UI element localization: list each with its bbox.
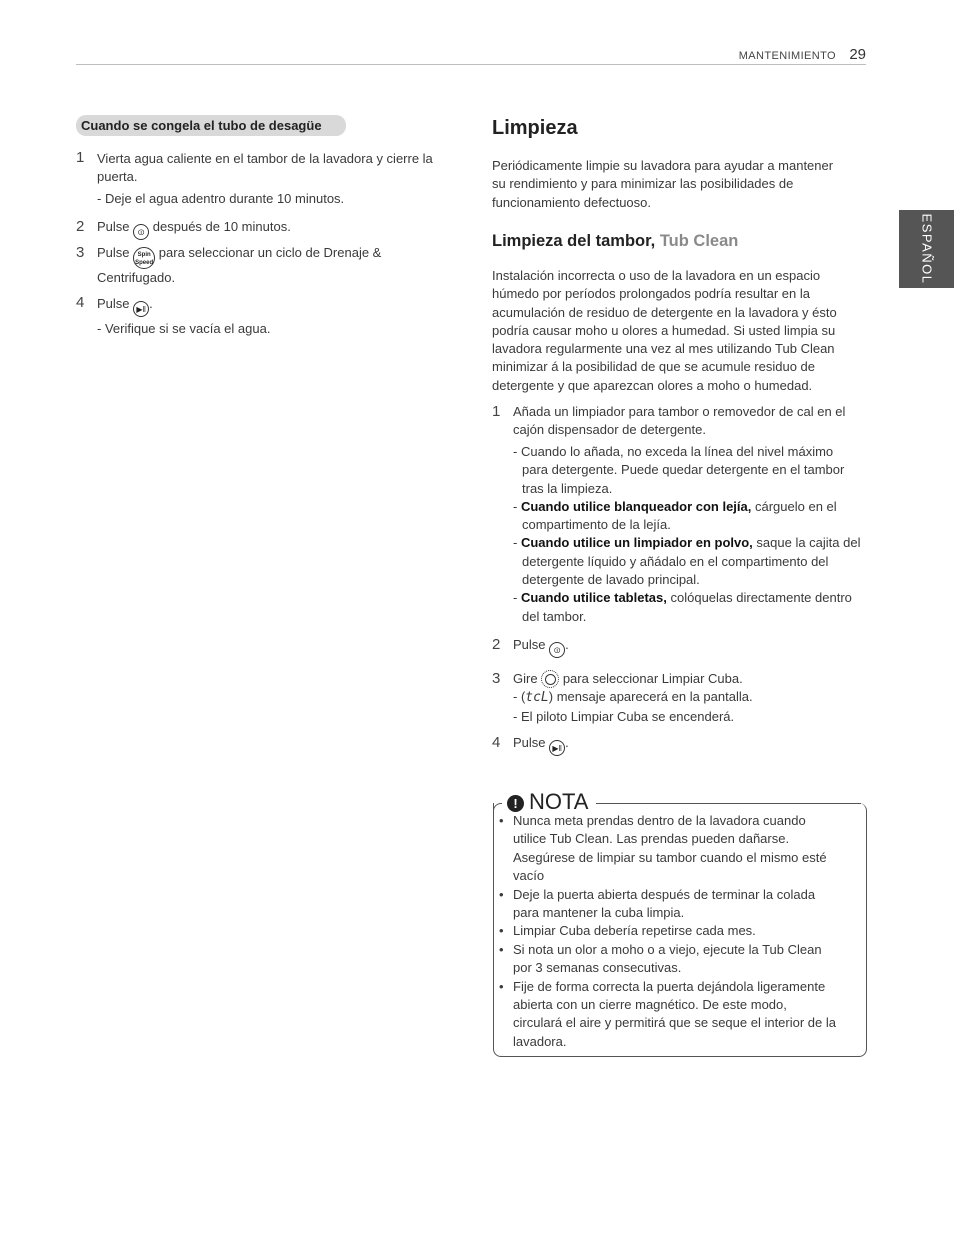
line: acumulación de residuo de detergente en la lavadora y ésto xyxy=(492,304,837,320)
period: . xyxy=(149,296,153,311)
tub-step-2 xyxy=(513,636,569,658)
pulse-label: Pulse xyxy=(513,735,546,750)
spin-speed-icon: Spin Speed xyxy=(133,247,155,269)
line: lavadora regularmente una vez al mes utilizando Tub Clean xyxy=(492,341,835,357)
line: podría causar moho u olores a humedad. Si usted limpia su xyxy=(492,322,836,338)
pulse-label: Pulse xyxy=(97,245,130,260)
line: húmedo por períodos prolongados podría resultar en la xyxy=(492,286,810,302)
line: circulará el aire y permitirá que se seque el interior de la xyxy=(513,1015,836,1031)
step-1-text xyxy=(97,150,433,208)
line: por 3 semanas consecutivas. xyxy=(513,960,682,976)
line: utilice Tub Clean. Las prendas pueden dañarse. xyxy=(513,831,790,847)
step-2-text xyxy=(97,218,291,240)
line: Asegúrese de limpiar su tambor cuando el mismo esté xyxy=(513,849,827,865)
line: • Limpiar Cuba debería repetirse cada mes. xyxy=(513,923,756,939)
page-header xyxy=(76,46,866,65)
gire-label: Gire xyxy=(513,671,538,686)
line: detergente y que aparezcan olores a moho o humedad. xyxy=(492,377,813,393)
line: lavadora. xyxy=(513,1033,567,1049)
note-item xyxy=(499,978,857,1052)
step-number: 3 xyxy=(76,244,85,261)
start-pause-icon: ▶‖ xyxy=(133,301,149,317)
step-number: 2 xyxy=(492,636,501,653)
step-4-text xyxy=(97,295,270,338)
line: Centrifugado. xyxy=(97,270,176,285)
subtitle-main: Limpieza del tambor, xyxy=(492,232,656,250)
note-item xyxy=(499,941,857,978)
step-number: 3 xyxy=(492,670,501,687)
note-item xyxy=(499,886,857,923)
line: puerta. xyxy=(97,169,138,184)
section-title: MANTENIMIENTO xyxy=(738,50,836,62)
power-icon: ⏼ xyxy=(549,642,565,658)
line: cárguelo en el xyxy=(751,498,837,514)
dash: - xyxy=(513,498,521,514)
line: cajón dispensador de detergente. xyxy=(513,422,706,438)
start-pause-icon: ▶‖ xyxy=(549,740,565,756)
line: • Fije de forma correcta la puerta dejándola ligeramente xyxy=(513,978,826,994)
line: detergente líquido y añádalo en el compartimento del xyxy=(522,553,829,569)
bold-label: Cuando utilice tabletas, xyxy=(520,590,667,606)
program-dial-icon xyxy=(541,670,559,688)
note-item xyxy=(499,922,857,940)
note-box-top-border xyxy=(596,803,861,804)
line: minimizar á la posibilidad de que se acumule residuo de xyxy=(492,359,816,375)
step-number: 2 xyxy=(76,218,85,235)
step-3-rest: para seleccionar Limpiar Cuba. xyxy=(562,671,743,686)
note-item xyxy=(499,812,857,886)
line: • Deje la puerta abierta después de terminar la colada xyxy=(513,886,816,902)
pulse-label: Pulse xyxy=(97,219,130,234)
step-number: 1 xyxy=(492,403,501,420)
line: abierta con un cierre magnético. De este modo, xyxy=(513,997,787,1013)
step-3-text xyxy=(97,244,381,287)
note-list xyxy=(499,812,857,1051)
line: tras la limpieza. xyxy=(522,480,613,496)
line: compartimento de la lejía. xyxy=(522,517,671,533)
period: . xyxy=(565,735,569,750)
dash: - xyxy=(513,535,521,551)
subsection-heading xyxy=(492,232,738,251)
period: . xyxy=(565,637,569,652)
language-label: ESPAÑOL xyxy=(919,213,934,285)
line: Cuando lo añada, no exceda la línea del nivel máximo xyxy=(520,444,834,459)
tub-step-1 xyxy=(513,403,845,440)
section-heading: Limpieza xyxy=(492,117,578,139)
frozen-drain-heading: Cuando se congela el tubo de desagüe xyxy=(76,115,346,136)
language-tab xyxy=(899,210,954,288)
line: colóquelas directamente dentro xyxy=(666,590,852,606)
line: para mantener la cuba limpia. xyxy=(513,905,685,921)
bold-label: Cuando utilice blanqueador con lejía, xyxy=(520,498,752,514)
sub-line: - Verifique si se vacía el agua. xyxy=(97,321,271,336)
tub-step-4 xyxy=(513,734,569,756)
body-paragraph xyxy=(492,267,837,395)
line: Instalación incorrecta o uso de la lavadora en un espacio xyxy=(492,268,821,283)
line: mensaje aparecerá en la pantalla. xyxy=(556,689,753,705)
note-box-corner xyxy=(493,803,502,812)
step-3-rest: para seleccionar un ciclo de Drenaje & xyxy=(158,245,382,260)
sub-line: - Deje el agua adentro durante 10 minutos. xyxy=(97,191,345,206)
line: Añada un limpiador para tambor o removedor de cal en el xyxy=(513,404,846,419)
line: - El piloto Limpiar Cuba se encenderá. xyxy=(513,708,735,724)
line: • Nunca meta prendas dentro de la lavadora cuando xyxy=(513,813,806,828)
pulse-label: Pulse xyxy=(513,637,546,652)
line: funcionamiento defectuoso. xyxy=(492,194,651,210)
line: vacío xyxy=(513,868,545,884)
pulse-label: Pulse xyxy=(97,296,130,311)
line: Periódicamente limpie su lavadora para ayudar a mantener xyxy=(492,158,834,173)
tub-step-3: Gire para seleccionar Limpiar Cuba. - (tcL) mensaje aparecerá en la pantalla. - El piloto Limpiar Cuba se encenderá. xyxy=(513,670,753,726)
tub-step-1-notes xyxy=(513,443,860,626)
line: del tambor. xyxy=(522,608,587,624)
step-number: 4 xyxy=(492,734,501,751)
line: saque la cajita del xyxy=(752,535,861,551)
line: su rendimiento y para minimizar las posibilidades de xyxy=(492,176,794,192)
line: para detergente. Puede quedar detergente en el tambor xyxy=(522,462,845,478)
line: detergente de lavado principal. xyxy=(522,572,700,588)
exclamation-icon: ! xyxy=(507,795,524,812)
display-code: tcL xyxy=(525,690,549,706)
power-icon: ⏼ xyxy=(133,224,149,240)
step-2-rest: después de 10 minutos. xyxy=(152,219,291,234)
line: • Si nota un olor a moho o a viejo, ejecute la Tub Clean xyxy=(513,941,822,957)
dash: - xyxy=(513,444,521,459)
intro-paragraph xyxy=(492,157,833,212)
page-number: 29 xyxy=(849,46,866,63)
bold-label: Cuando utilice un limpiador en polvo, xyxy=(520,535,753,551)
step-number: 1 xyxy=(76,149,85,166)
step-number: 4 xyxy=(76,294,85,311)
note-label: NOTA xyxy=(529,789,589,814)
subtitle-tubclean: Tub Clean xyxy=(659,232,739,250)
dash: - xyxy=(513,590,521,606)
line: Vierta agua caliente en el tambor de la lavadora y cierre la xyxy=(97,151,433,166)
